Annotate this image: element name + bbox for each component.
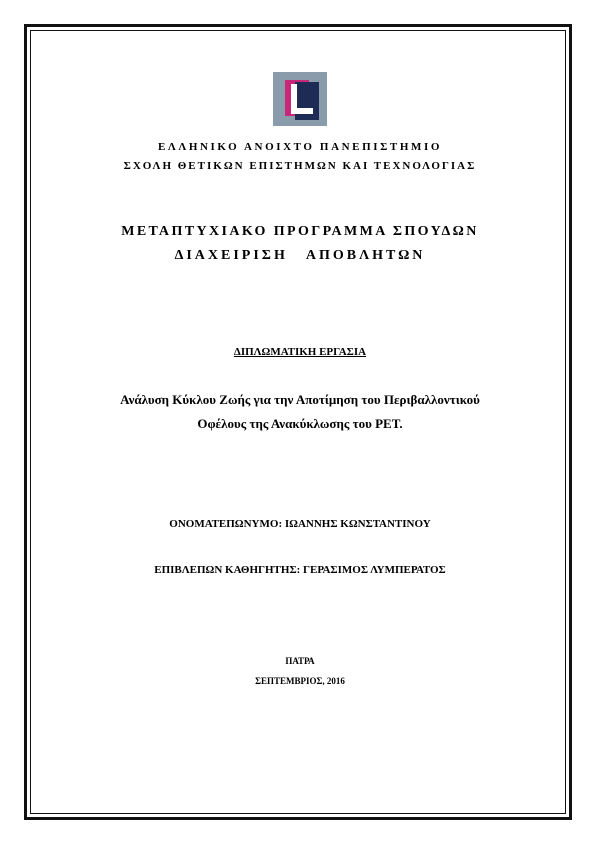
- university-logo-icon: [273, 72, 327, 126]
- thesis-type: ΔΙΠΛΩΜΑΤΙΚΗ ΕΡΓΑΣΙΑ: [233, 346, 367, 358]
- program-name: ΜΕΤΑΠΤΥΧΙΑΚΟ ΠΡΟΓΡΑΜΜΑ ΣΠΟΥΔΩΝ: [121, 224, 479, 239]
- school-name: ΣΧΟΛΗ ΘΕΤΙΚΩΝ ΕΠΙΣΤΗΜΩΝ ΚΑΙ ΤΕΧΝΟΛΟΓΙΑΣ: [123, 160, 477, 172]
- supervisor-name: ΕΠΙΒΛΕΠΩΝ ΚΑΘΗΓΗΤΗΣ: ΓΕΡΑΣΙΜΟΣ ΛΥΜΠΕΡΑΤΟΣ: [154, 564, 446, 576]
- thesis-title-line-1: Ανάλυση Κύκλου Ζωής για την Αποτίμηση του Περιβαλλοντικού: [120, 392, 480, 407]
- author-name: ΟΝΟΜΑΤΕΠΩΝΥΜΟ: ΙΩΑΝΝΗΣ ΚΩΝΣΤΑΝΤΙΝΟΥ: [169, 518, 431, 530]
- specialization-part-2: ΑΠΟΒΛΗΤΩΝ: [305, 248, 426, 263]
- thesis-title-line-2: Οφέλους της Ανακύκλωσης του PET.: [197, 416, 403, 431]
- program-specialization: [0, 248, 600, 264]
- date: ΣΕΠΤΕΜΒΡΙΟΣ, 2016: [255, 676, 345, 686]
- specialization-part-1: ΔΙΑΧΕΙΡΙΣΗ: [174, 248, 288, 263]
- university-name: ΕΛΛΗΝΙΚΟ ΑΝΟΙΧΤΟ ΠΑΝΕΠΙΣΤΗΜΙΟ: [157, 141, 443, 153]
- city: ΠΑΤΡΑ: [285, 656, 315, 666]
